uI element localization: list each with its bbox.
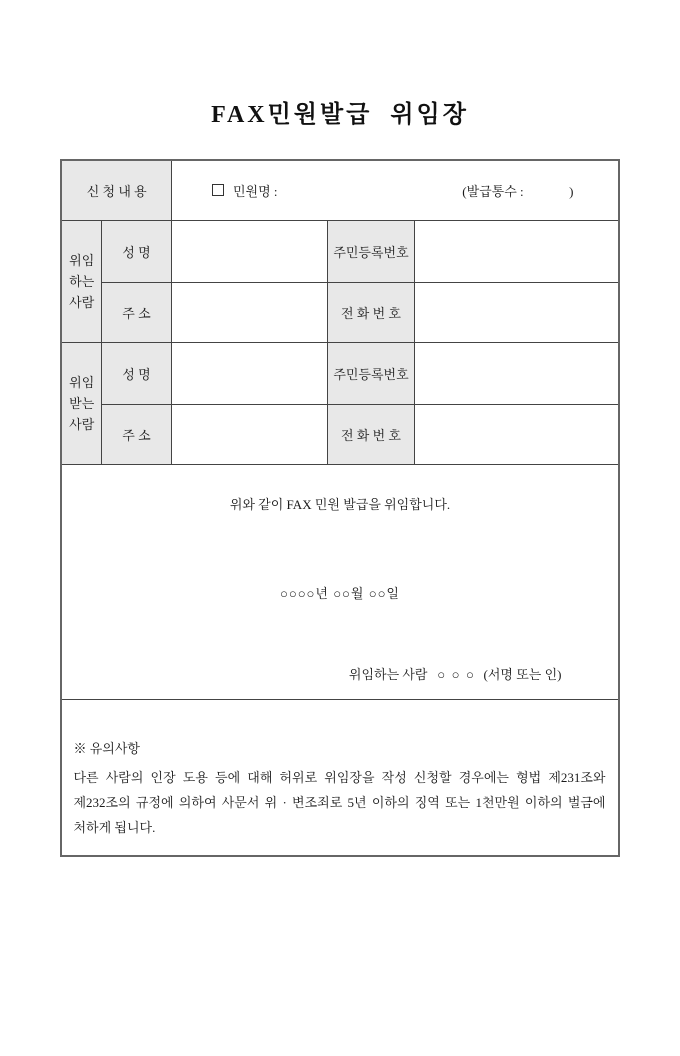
delegatee-address-label: 주 소 — [101, 404, 171, 464]
delegator-address-row — [61, 282, 618, 342]
page-title: FAX민원발급 위임장 — [211, 102, 469, 128]
delegator-name-label: 성 명 — [101, 220, 171, 282]
application-header-cell: 신 청 내 용 — [61, 160, 171, 220]
delegation-form-table — [60, 159, 619, 857]
statement-signature: 위임하는 사람 ○ ○ ○ (서명 또는 인) — [348, 666, 562, 682]
application-row — [61, 160, 618, 220]
statement-cell — [61, 464, 618, 699]
notice-row — [61, 699, 618, 856]
delegatee-name-field — [172, 342, 328, 404]
delegator-group-label: 위임 하는 사람 — [61, 220, 101, 342]
delegatee-name-label: 성 명 — [101, 342, 171, 404]
notice-heading: ※ 유의사항 — [73, 740, 140, 756]
delegatee-address-row — [61, 404, 618, 464]
application-content-cell — [172, 160, 619, 220]
delegatee-phone-field — [415, 404, 619, 464]
copies-label: (발급통수 : ) — [462, 183, 574, 199]
delegatee-name-row — [61, 342, 618, 404]
document-page — [0, 94, 680, 1056]
delegatee-rrn-label: 주민등록번호 — [328, 342, 415, 404]
delegator-phone-field — [415, 282, 619, 342]
minwon-label: 민원명 : — [233, 183, 278, 199]
delegator-name-field — [172, 220, 328, 282]
statement-text: 위와 같이 FAX 민원 발급을 위임합니다. — [229, 496, 451, 512]
delegatee-phone-label: 전 화 번 호 — [328, 404, 415, 464]
statement-row — [61, 464, 618, 699]
delegator-address-label: 주 소 — [101, 282, 171, 342]
statement-date: ○○○○년 ○○월 ○○일 — [279, 585, 400, 601]
delegatee-group-label: 위임 받는 사람 — [61, 342, 101, 464]
delegator-phone-label: 전 화 번 호 — [328, 282, 415, 342]
delegator-rrn-label: 주민등록번호 — [328, 220, 415, 282]
notice-cell — [61, 699, 618, 856]
delegator-rrn-field — [415, 220, 619, 282]
delegatee-address-field — [172, 404, 328, 464]
checkbox-icon — [212, 184, 224, 196]
delegator-address-field — [172, 282, 328, 342]
notice-body: 다른 사람의 인장 도용 등에 대해 허위로 위임장을 작성 신청할 경우에는 형법 제231조와 제232조의 규정에 의하여 사문서 위 · 변조죄로 5년 이하의 징역 또는 1천만원 이하의 벌금에 처하게 됩니다. — [73, 769, 606, 835]
minwon-field — [212, 181, 278, 200]
delegator-name-row — [61, 220, 618, 282]
delegatee-rrn-field — [415, 342, 619, 404]
